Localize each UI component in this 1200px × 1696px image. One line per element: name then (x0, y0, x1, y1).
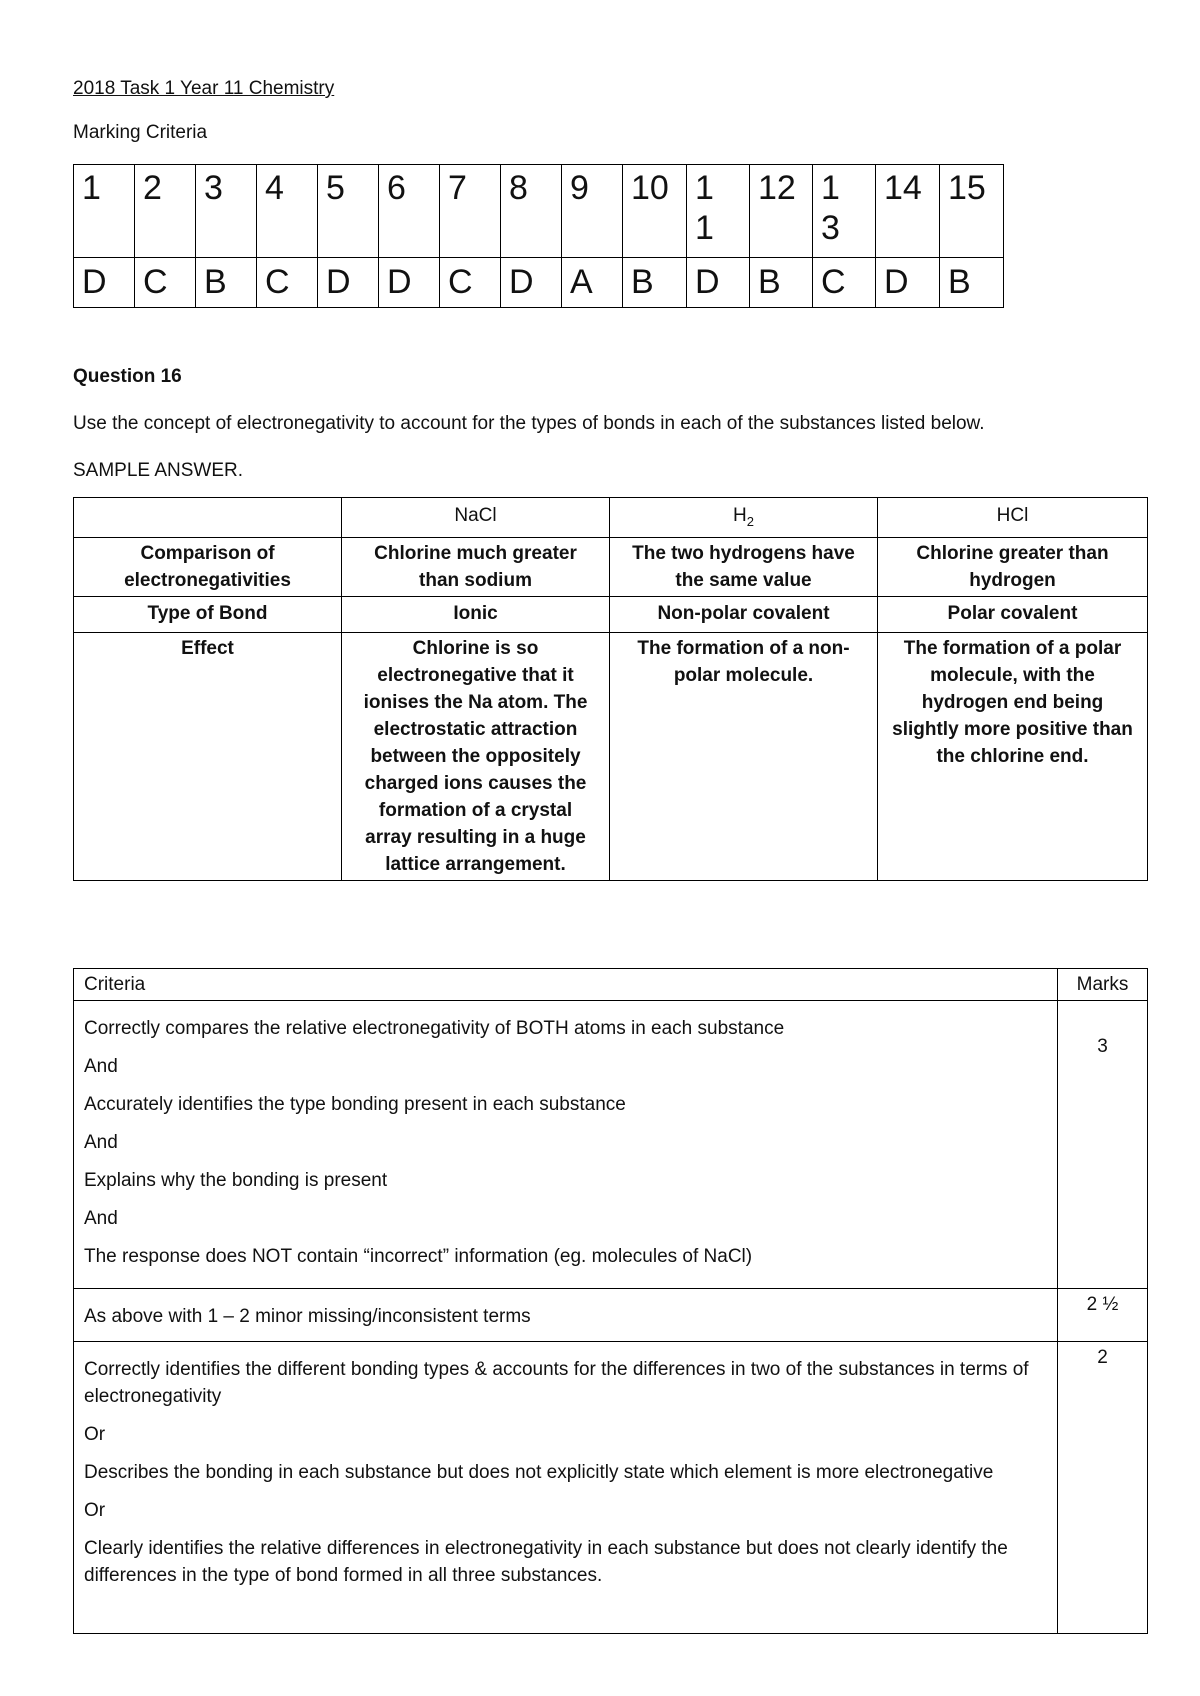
criteria-row (74, 1342, 1148, 1634)
table-cell: Non-polar covalent (610, 596, 878, 632)
question-number-cell: 4 (257, 165, 318, 258)
criteria-text (74, 1001, 1058, 1289)
question-number-cell: 8 (501, 165, 562, 258)
criteria-line: Or (84, 1424, 106, 1445)
question-number-cell: 9 (562, 165, 623, 258)
question-number-cell: 1 (74, 165, 135, 258)
criteria-line: Describes the bonding in each substance but does not explicitly state which element is more electronegative (84, 1462, 994, 1483)
marking-criteria-label: Marking Criteria (73, 122, 208, 143)
header-hcl: HCl (878, 498, 1148, 538)
question-number-cell: 6 (379, 165, 440, 258)
header-h2-symbol: H (733, 505, 747, 526)
row-label: Comparison of electronegativities (74, 537, 342, 596)
criteria-line: Accurately identifies the type bonding present in each substance (84, 1094, 626, 1115)
criteria-line: Correctly compares the relative electronegativity of BOTH atoms in each substance (84, 1018, 785, 1039)
criteria-text (74, 1289, 1058, 1342)
criteria-header: Criteria (74, 969, 1058, 1001)
criteria-line: The response does NOT contain “incorrect” information (eg. molecules of NaCl) (84, 1246, 753, 1267)
row-label: Type of Bond (74, 596, 342, 632)
answer-letter-cell: D (379, 258, 440, 308)
answer-letter-cell: A (562, 258, 623, 308)
question-number-cell: 1 1 (687, 165, 750, 258)
criteria-line: And (84, 1208, 118, 1229)
criteria-line: And (84, 1132, 118, 1153)
header-nacl: NaCl (342, 498, 610, 538)
question-number-cell: 3 (196, 165, 257, 258)
answer-letter-cell: C (440, 258, 501, 308)
answer-letter-cell: C (135, 258, 196, 308)
row-label: Effect (74, 632, 342, 880)
criteria-row (74, 1289, 1148, 1342)
question-number-cell: 10 (623, 165, 687, 258)
answer-letter-cell: B (623, 258, 687, 308)
question-number-cell: 1 3 (813, 165, 876, 258)
bonding-row-effect (74, 632, 1148, 880)
answer-letter-cell: D (687, 258, 750, 308)
question-number-row (74, 165, 1004, 258)
criteria-header-row (74, 969, 1148, 1001)
sample-answer-label: SAMPLE ANSWER. (73, 460, 243, 481)
bonding-header-row (74, 498, 1148, 538)
question-number-cell: 7 (440, 165, 501, 258)
criteria-line: Or (84, 1500, 106, 1521)
bonding-row-type (74, 596, 1148, 632)
document-title: 2018 Task 1 Year 11 Chemistry (73, 78, 335, 99)
criteria-line: As above with 1 – 2 minor missing/inconsistent terms (84, 1306, 531, 1327)
answer-letter-cell: B (940, 258, 1004, 308)
answer-letter-cell: D (501, 258, 562, 308)
question-number-cell: 14 (876, 165, 940, 258)
criteria-row (74, 1001, 1148, 1289)
criteria-line: And (84, 1056, 118, 1077)
table-cell: Chlorine greater than hydrogen (878, 537, 1148, 596)
criteria-text (74, 1342, 1058, 1634)
answer-letter-cell: D (74, 258, 135, 308)
criteria-table (73, 968, 1148, 1634)
answer-letter-row (74, 258, 1004, 308)
marks-value: 3 (1058, 1001, 1148, 1289)
header-h2 (610, 498, 878, 538)
question-number-cell: 5 (318, 165, 379, 258)
answer-key-table (73, 164, 1004, 308)
criteria-line: Correctly identifies the different bonding types & accounts for the differences in two of the substances in terms of electronegativity (84, 1359, 1029, 1407)
table-cell: Chlorine much greater than sodium (342, 537, 610, 596)
header-h2-subscript: 2 (746, 513, 754, 529)
table-cell: The formation of a polar molecule, with the hydrogen end being slightly more positive than the chlorine end. (878, 632, 1148, 880)
marks-value: 2 ½ (1058, 1289, 1148, 1342)
question-prompt: Use the concept of electronegativity to account for the types of bonds in each of the substances listed below. (73, 413, 985, 434)
bonding-row-comparison (74, 537, 1148, 596)
question-number-cell: 2 (135, 165, 196, 258)
table-cell: Chlorine is so electronegative that it ionises the Na atom. The electrostatic attraction between the oppositely charged ions causes the formation of a crystal array resulting in a huge lattice arrangement. (342, 632, 610, 880)
criteria-line: Clearly identifies the relative differences in electronegativity in each substance but does not clearly identify the differences in the type of bond formed in all three substances. (84, 1538, 1008, 1586)
bonding-table (73, 497, 1148, 881)
question-title: Question 16 (73, 366, 182, 387)
answer-letter-cell: C (813, 258, 876, 308)
table-cell: The formation of a non-polar molecule. (610, 632, 878, 880)
question-number-cell: 12 (750, 165, 813, 258)
question-number-cell: 15 (940, 165, 1004, 258)
table-cell: Ionic (342, 596, 610, 632)
marks-value: 2 (1058, 1342, 1148, 1634)
table-cell: Polar covalent (878, 596, 1148, 632)
table-cell: The two hydrogens have the same value (610, 537, 878, 596)
marks-header: Marks (1058, 969, 1148, 1001)
corner-cell (74, 498, 342, 538)
answer-letter-cell: B (196, 258, 257, 308)
answer-letter-cell: C (257, 258, 318, 308)
answer-letter-cell: D (318, 258, 379, 308)
answer-letter-cell: D (876, 258, 940, 308)
answer-letter-cell: B (750, 258, 813, 308)
criteria-line: Explains why the bonding is present (84, 1170, 388, 1191)
